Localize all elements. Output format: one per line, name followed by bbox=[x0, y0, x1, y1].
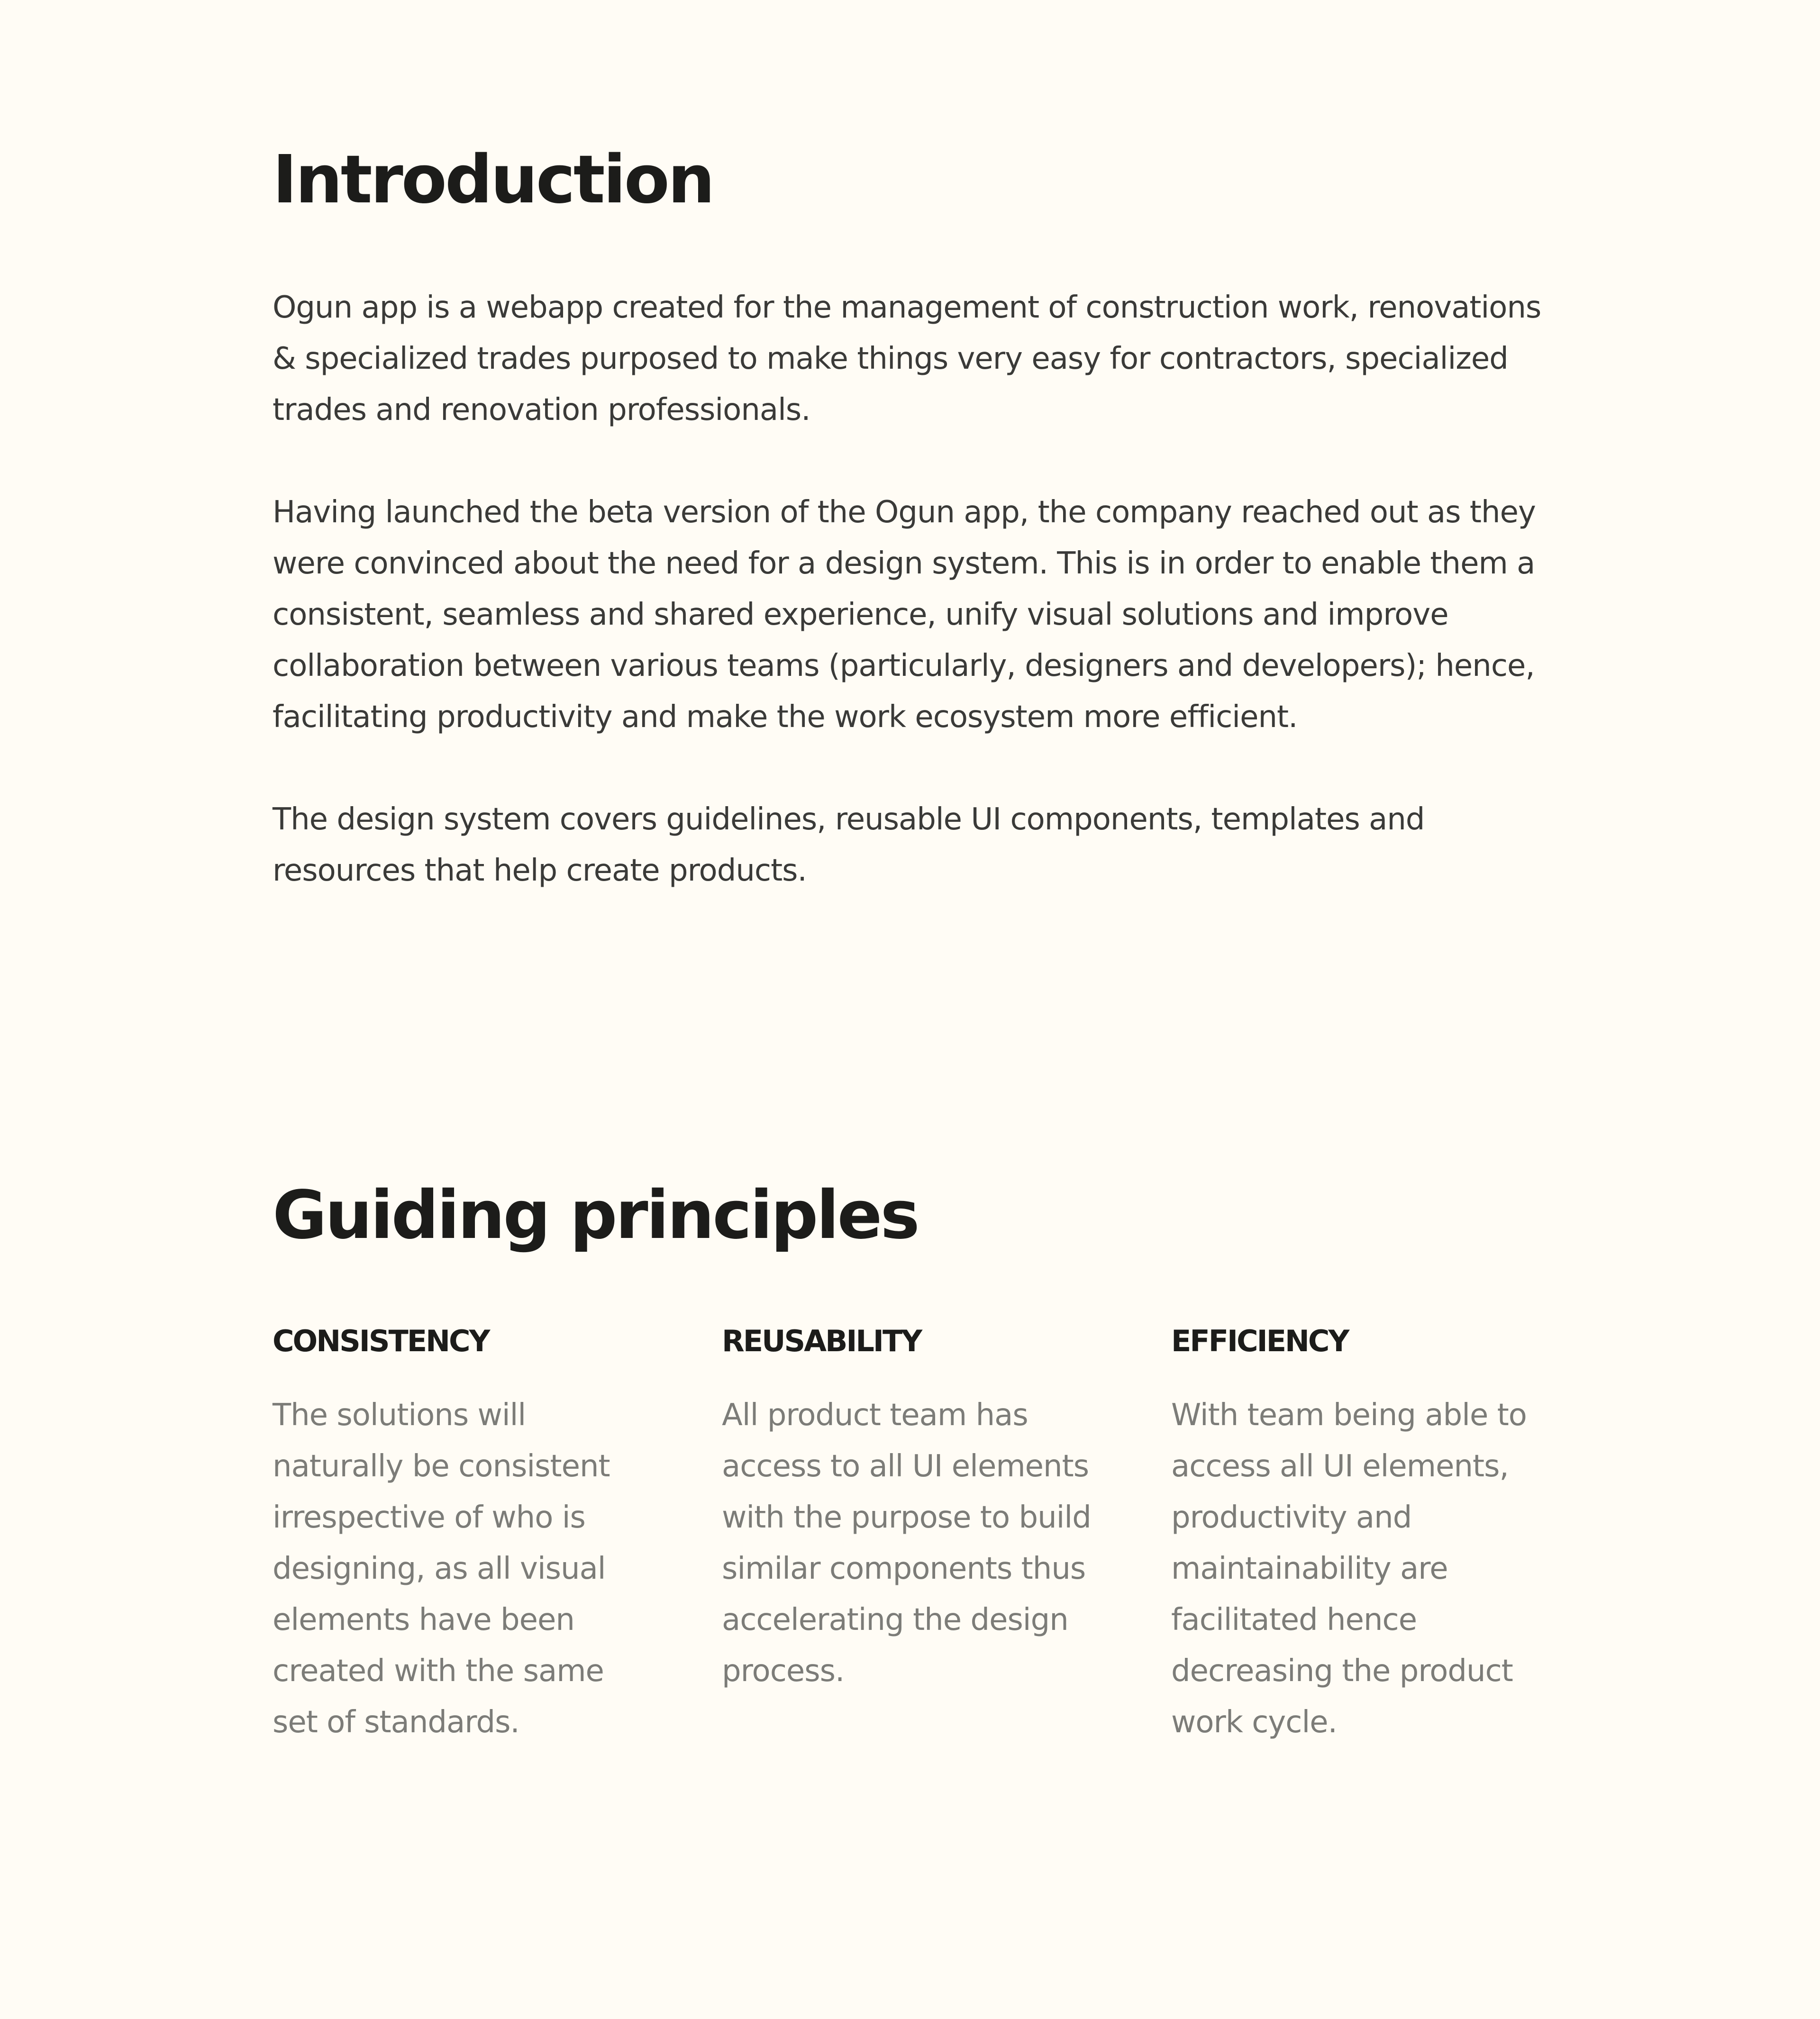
guiding-principles-heading: Guiding principles bbox=[273, 1177, 918, 1254]
principle-efficiency bbox=[1171, 1322, 1550, 1748]
intro-paragraph: Ogun app is a webapp created for the management of construction work, renovations & specialized trades purposed to make things very easy for contractors, specialized trades and renovation professionals. bbox=[273, 290, 1541, 427]
principle-title: REUSABILITY bbox=[722, 1324, 921, 1358]
intro-paragraph: The design system covers guidelines, reusable UI components, templates and resources that help create products. bbox=[273, 802, 1425, 888]
principle-description: The solutions will naturally be consistent irrespective of who is designing, as all visual elements have been created with the same set of standards. bbox=[273, 1398, 610, 1740]
introduction-heading: Introduction bbox=[273, 141, 713, 218]
principle-description: All product team has access to all UI elements with the purpose to build similar components thus accelerating the design process. bbox=[722, 1398, 1091, 1689]
principles-row bbox=[273, 1322, 1562, 1748]
principle-reusability bbox=[722, 1322, 1101, 1748]
introduction-section bbox=[273, 137, 1562, 896]
principle-description: With team being able to access all UI elements, productivity and maintainability are facilitated hence decreasing the product work cycle. bbox=[1171, 1398, 1527, 1740]
principle-consistency bbox=[273, 1322, 652, 1748]
principle-title: EFFICIENCY bbox=[1171, 1324, 1348, 1358]
principle-title: CONSISTENCY bbox=[273, 1324, 489, 1358]
intro-paragraph: Having launched the beta version of the Ogun app, the company reached out as they were convinced about the need for a design system. This is in order to enable them a consistent, seamless and shared experience, unify visual solutions and improve collaboration between various teams (particularly, designers and developers); hence, facilitating productivity and make the work ecosystem more efficient. bbox=[273, 495, 1536, 735]
guiding-principles-section bbox=[273, 1173, 1562, 1748]
